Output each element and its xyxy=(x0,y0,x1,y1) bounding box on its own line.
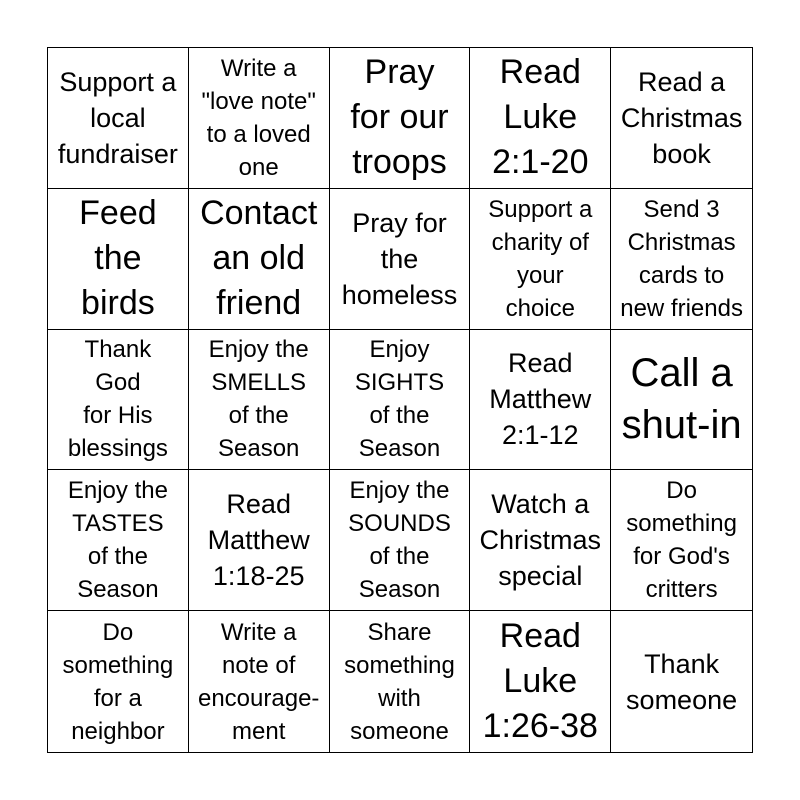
cell-label: Enjoy the TASTES of the Season xyxy=(67,477,168,604)
cell-label: Support a local fundraiser xyxy=(57,66,178,169)
bingo-cell-r2c4[interactable] xyxy=(470,189,611,330)
bingo-cell-r5c4[interactable] xyxy=(470,611,611,752)
bingo-cell-r4c2[interactable] xyxy=(189,470,330,611)
cell-label: Read Luke 1:26-38 xyxy=(482,617,598,746)
bingo-cell-r4c3[interactable] xyxy=(330,470,471,611)
bingo-cell-r5c2[interactable] xyxy=(189,611,330,752)
bingo-cell-r1c3[interactable] xyxy=(330,48,471,189)
bingo-cell-r3c2[interactable] xyxy=(189,330,330,471)
cell-label: Read a Christmas book xyxy=(620,66,743,169)
cell-label: Pray for the homeless xyxy=(341,207,458,310)
bingo-cell-r3c1[interactable] xyxy=(48,330,189,471)
bingo-cell-r2c3[interactable] xyxy=(330,189,471,330)
bingo-board xyxy=(47,47,753,753)
bingo-cell-r3c4[interactable] xyxy=(470,330,611,471)
cell-label: Enjoy the SOUNDS of the Season xyxy=(348,477,451,604)
bingo-cell-r2c5[interactable] xyxy=(611,189,752,330)
bingo-cell-r1c4[interactable] xyxy=(470,48,611,189)
bingo-cell-r1c5[interactable] xyxy=(611,48,752,189)
cell-label: Share something with someone xyxy=(344,618,455,745)
cell-label: Do something for God's critters xyxy=(626,477,737,604)
cell-label: Enjoy the SMELLS of the Season xyxy=(208,336,309,463)
bingo-cell-r4c1[interactable] xyxy=(48,470,189,611)
bingo-cell-r2c2[interactable] xyxy=(189,189,330,330)
bingo-cell-r3c3[interactable] xyxy=(330,330,471,471)
cell-label: Read Matthew 1:18-25 xyxy=(207,489,310,592)
bingo-cell-r5c3[interactable] xyxy=(330,611,471,752)
cell-label: Write a note of encourage- ment xyxy=(197,618,320,745)
cell-label: Support a charity of your choice xyxy=(488,195,593,322)
cell-label: Read Luke 2:1-20 xyxy=(492,53,589,182)
cell-label: Do something for a neighbor xyxy=(62,618,174,745)
cell-label: Feed the birds xyxy=(79,194,157,323)
cell-label: Pray for our troops xyxy=(350,53,449,182)
bingo-cell-r3c5[interactable] xyxy=(611,330,752,471)
bingo-cell-r5c1[interactable] xyxy=(48,611,189,752)
cell-label: Enjoy SIGHTS of the Season xyxy=(354,336,445,463)
bingo-cell-r5c5[interactable] xyxy=(611,611,752,752)
cell-label: Thank someone xyxy=(626,648,738,715)
cell-label: Read Matthew 2:1-12 xyxy=(489,348,592,451)
cell-label: Call a shut-in xyxy=(621,351,742,448)
bingo-cell-r1c1[interactable] xyxy=(48,48,189,189)
cell-label: Contact an old friend xyxy=(200,194,318,323)
cell-label: Watch a Christmas special xyxy=(479,489,602,592)
cell-label: Thank God for His blessings xyxy=(67,336,168,463)
bingo-cell-r1c2[interactable] xyxy=(189,48,330,189)
bingo-cell-r4c5[interactable] xyxy=(611,470,752,611)
cell-label: Send 3 Christmas cards to new friends xyxy=(620,195,743,322)
bingo-cell-r4c4[interactable] xyxy=(470,470,611,611)
bingo-cell-r2c1[interactable] xyxy=(48,189,189,330)
cell-label: Write a "love note" to a loved one xyxy=(201,54,316,181)
